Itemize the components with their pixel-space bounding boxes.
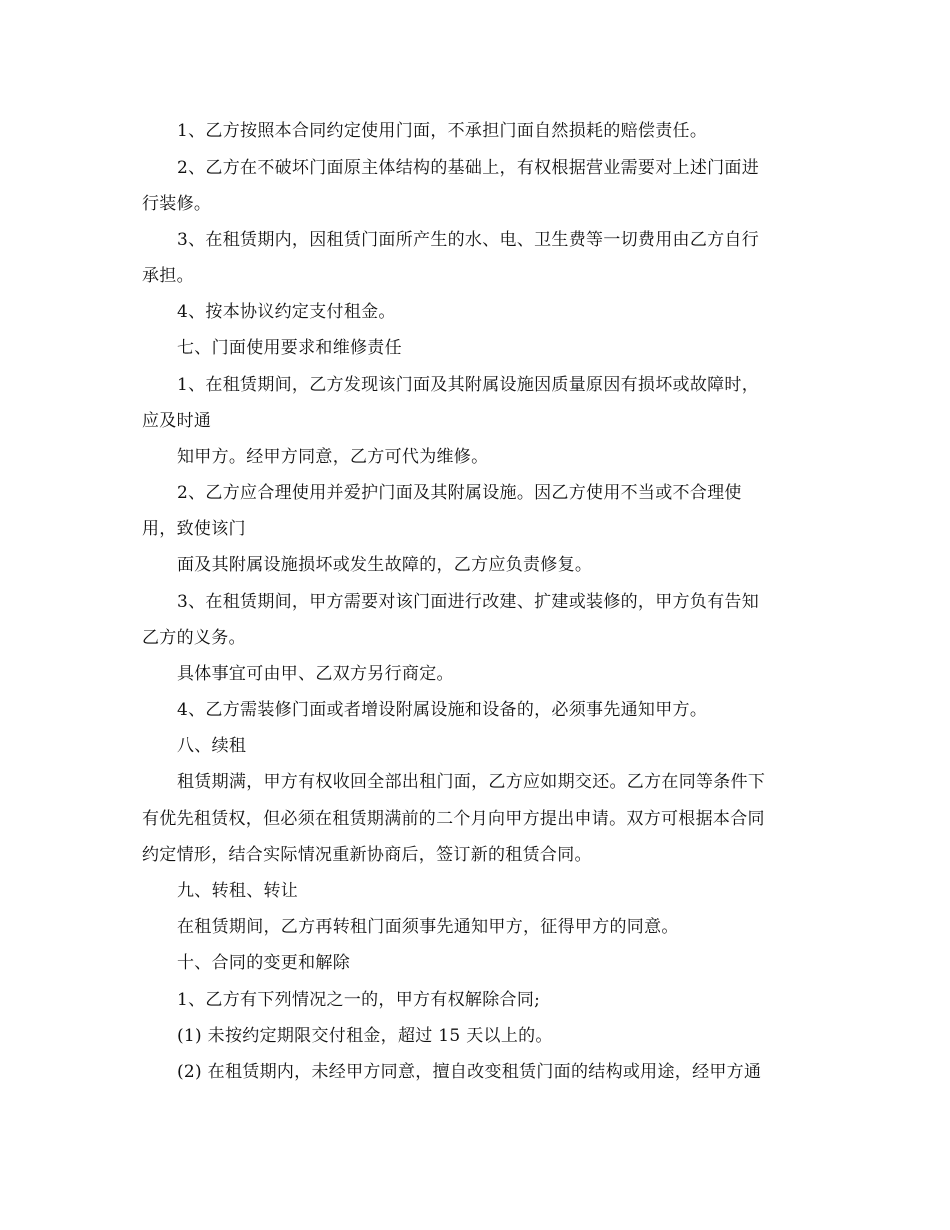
text-line: 约定情形，结合实际情况重新协商后，签订新的租赁合同。: [142, 845, 592, 865]
text-line: (1) 未按约定期限交付租金，超过 15 天以上的。: [177, 1026, 553, 1046]
section-heading: 九、转租、转让: [177, 881, 299, 901]
text-line: 有优先租赁权，但必须在租赁期满前的二个月向甲方提出申请。双方可根据本合同: [142, 809, 765, 829]
text-line: 行装修。: [142, 194, 212, 214]
text-line: 具体事宜可由甲、乙双方另行商定。: [177, 664, 454, 684]
text-line: 1、乙方按照本合同约定使用门面，不承担门面自然损耗的赔偿责任。: [177, 121, 708, 141]
text-line: 用，致使该门: [142, 519, 246, 539]
section-heading: 十、合同的变更和解除: [177, 953, 350, 973]
text-line: 面及其附属设施损坏或发生故障的，乙方应负责修复。: [177, 555, 593, 575]
text-line: 4、乙方需装修门面或者增设附属设施和设备的，必须事先通知甲方。: [177, 700, 708, 720]
text-line: 3、在租赁期内，因租赁门面所产生的水、电、卫生费等一切费用由乙方自行: [177, 230, 760, 250]
text-line: 4、按本协议约定支付租金。: [177, 302, 396, 322]
text-line: 2、乙方在不破坏门面原主体结构的基础上，有权根据营业需要对上述门面进: [177, 158, 760, 178]
text-line: (2) 在租赁期内，未经甲方同意，擅自改变租赁门面的结构或用途，经甲方通: [177, 1062, 762, 1082]
text-line: 承担。: [142, 266, 194, 286]
text-line: 2、乙方应合理使用并爱护门面及其附属设施。因乙方使用不当或不合理使: [177, 483, 742, 503]
text-line: 1、在租赁期间，乙方发现该门面及其附属设施因质量原因有损坏或故障时，: [177, 375, 760, 395]
text-line: 知甲方。经甲方同意，乙方可代为维修。: [177, 447, 489, 467]
text-line: 应及时通: [142, 411, 212, 431]
text-line: 3、在租赁期间，甲方需要对该门面进行改建、扩建或装修的，甲方负有告知: [177, 592, 760, 612]
section-heading: 八、续租: [177, 736, 247, 756]
text-line: 租赁期满，甲方有权收回全部出租门面，乙方应如期交还。乙方在同等条件下: [177, 772, 766, 792]
text-line: 在租赁期间，乙方再转租门面须事先通知甲方，征得甲方的同意。: [177, 917, 679, 937]
text-line: 1、乙方有下列情况之一的，甲方有权解除合同;: [177, 990, 541, 1010]
section-heading: 七、门面使用要求和维修责任: [177, 338, 402, 358]
text-line: 乙方的义务。: [142, 628, 246, 648]
